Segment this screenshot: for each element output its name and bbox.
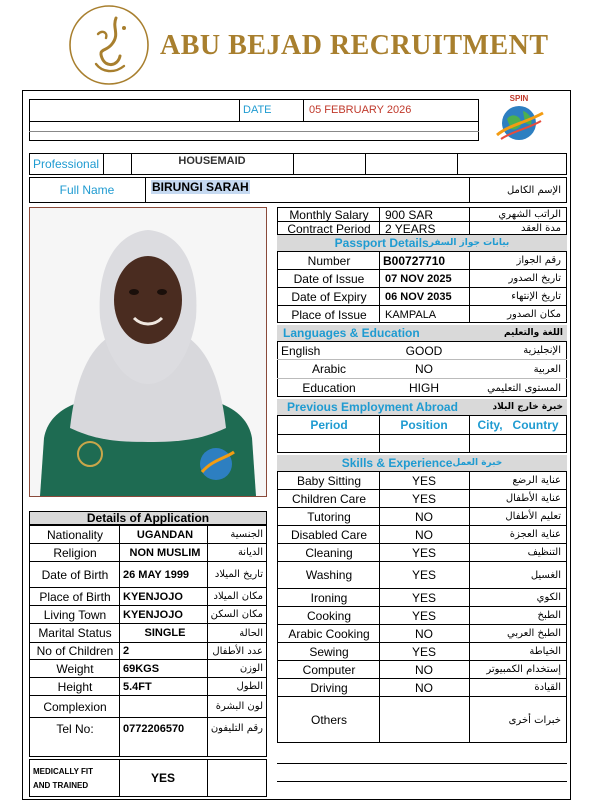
- profession-label: Professional: [33, 157, 100, 171]
- contract-period-label-ar: مدة العقد: [521, 223, 561, 234]
- application-tel-no-label: Tel No:: [56, 721, 94, 736]
- application-complexion-label-ar: لون البشرة: [215, 701, 263, 712]
- skill-others-label: Others: [310, 713, 347, 727]
- application-religion-label: Religion: [53, 545, 97, 560]
- skill-computer-label-ar: إستخدام الكمبيوتر: [486, 664, 561, 675]
- skill-tutoring-value: NO: [415, 509, 433, 524]
- application-marital-status-label: Marital Status: [38, 626, 112, 640]
- skill-tutoring-label-ar: تعليم الأطفال: [505, 511, 561, 522]
- application-complexion-label: Complexion: [43, 699, 107, 714]
- passport-issue-label: Date of Issue: [293, 271, 365, 286]
- skill-disabled-care-label: Disabled Care: [290, 527, 368, 542]
- application-weight-label-ar: الوزن: [239, 663, 263, 674]
- profession-row: [29, 153, 567, 175]
- skill-sewing-value: YES: [411, 644, 436, 659]
- skill-others-value: [379, 697, 469, 743]
- passport-expiry-label-ar: تاريخ الإنتهاء: [511, 291, 561, 302]
- application-living-town-value: KYENJOJO: [123, 608, 183, 621]
- skill-children-care-value: YES: [411, 491, 436, 506]
- skill-cooking-label: Cooking: [306, 608, 352, 623]
- date-value: 05 FEBRUARY 2026: [309, 104, 412, 116]
- skill-children-care-label-ar: عناية الأطفال: [505, 493, 561, 504]
- application-section-title: Details of Application: [86, 511, 210, 525]
- application-tel-no-label-ar: رقم التليفون: [210, 723, 263, 734]
- skill-baby-sitting-label: Baby Sitting: [296, 473, 362, 488]
- skill-sewing-label: Sewing: [309, 644, 349, 659]
- skill-driving-value: NO: [415, 680, 433, 695]
- employment-col-city-country: City, Country: [477, 418, 559, 432]
- passport-place-label-ar: مكان الصدور: [507, 309, 561, 320]
- application-height-label-ar: الطول: [236, 681, 263, 692]
- passport-place-label: Place of Issue: [291, 307, 367, 322]
- skill-arabic-cooking-label-ar: الطبخ العربي: [507, 628, 561, 639]
- passport-section-header: Passport Details بيانات جواز السفر: [277, 235, 567, 251]
- skill-disabled-care-label-ar: عناية العجزة: [509, 529, 561, 540]
- application-complexion-value: [123, 696, 207, 717]
- skill-arabic-cooking-label: Arabic Cooking: [288, 626, 370, 641]
- application-nationality-label-ar: الجنسية: [230, 529, 263, 540]
- application-place-of-birth-label-ar: مكان الميلاد: [213, 591, 263, 602]
- skill-baby-sitting-value: YES: [411, 473, 436, 488]
- skill-cooking-value: YES: [411, 608, 436, 623]
- application-religion-label-ar: الديانة: [237, 547, 263, 558]
- skill-ironing-value: YES: [411, 590, 436, 605]
- skill-cleaning-label: Cleaning: [305, 545, 353, 560]
- medical-label-line2: AND TRAINED: [33, 780, 89, 790]
- skill-sewing-label-ar: الخياطة: [529, 646, 561, 657]
- applicant-photo: [30, 208, 266, 496]
- skill-driving-label: Driving: [310, 680, 348, 695]
- employment-section-header: Previous Employment Abroad خبرة خارج البلاد: [277, 399, 567, 415]
- date-label: DATE: [243, 104, 272, 116]
- application-marital-status-value: SINGLE: [144, 627, 186, 639]
- application-nationality-value: UGANDAN: [136, 528, 194, 541]
- medical-label-line1: MEDICALLY FIT: [33, 766, 94, 776]
- education-label: Education: [302, 381, 356, 395]
- application-date-of-birth-label: Date of Birth: [41, 567, 109, 582]
- language-english-label-ar: الإنجليزية: [523, 345, 561, 356]
- application-living-town-label: Living Town: [43, 607, 107, 622]
- languages-section-header: Languages & Education اللغة والتعليم: [277, 325, 567, 341]
- employment-col-period: Period: [310, 418, 348, 432]
- skill-disabled-care-value: NO: [415, 527, 433, 542]
- application-height-value: 5.4FT: [123, 680, 152, 693]
- skills-section-header: Skills & Experience خبرة العمل: [277, 455, 567, 471]
- contract-period-value: 2 YEARS: [385, 222, 436, 235]
- language-arabic-label: Arabic: [311, 362, 346, 376]
- passport-place-value: KAMPALA: [385, 308, 437, 321]
- application-weight-label: Weight: [56, 661, 94, 676]
- application-no-of-children-label: No of Children: [36, 644, 114, 658]
- skill-cleaning-label-ar: التنظيف: [527, 547, 561, 558]
- skill-baby-sitting-label-ar: عناية الرضع: [512, 475, 561, 486]
- skill-others-label-ar: خبرات أخرى: [508, 714, 561, 726]
- skill-arabic-cooking-value: NO: [415, 626, 433, 641]
- employment-col-position: Position: [400, 418, 448, 432]
- application-no-of-children-value: 2: [123, 645, 130, 657]
- passport-issue-label-ar: تاريخ الصدور: [508, 273, 561, 284]
- application-nationality-label: Nationality: [46, 527, 104, 542]
- language-arabic-value: NO: [415, 362, 433, 376]
- contract-period-label: Contract Period: [287, 222, 371, 235]
- cv-form: [22, 90, 571, 800]
- skill-cleaning-value: YES: [411, 545, 436, 560]
- passport-number-label: Number: [307, 253, 351, 268]
- company-name: ABU BEJAD RECRUITMENT: [160, 30, 549, 61]
- full-name-value: BIRUNGI SARAH: [152, 180, 249, 194]
- skill-ironing-label-ar: الكوي: [536, 592, 561, 603]
- profession-value: HOUSEMAID: [178, 155, 246, 167]
- application-religion-value: NON MUSLIM: [129, 546, 201, 559]
- application-date-of-birth-label-ar: تاريخ الميلاد: [214, 569, 263, 580]
- education-label-ar: المستوى التعليمي: [487, 382, 561, 394]
- language-english-label: English: [281, 343, 321, 358]
- passport-expiry-label: Date of Expiry: [291, 289, 367, 304]
- education-value: HIGH: [409, 381, 439, 395]
- application-no-of-children-label-ar: عدد الأطفال: [212, 645, 263, 657]
- passport-number-label-ar: رقم الجواز: [516, 255, 561, 266]
- skill-washing-value: YES: [411, 568, 436, 582]
- skill-cooking-label-ar: الطبخ: [537, 610, 561, 621]
- company-logo-icon: [68, 4, 150, 86]
- passport-issue-value: 07 NOV 2025: [385, 272, 452, 285]
- page-header: [0, 0, 593, 90]
- skill-driving-label-ar: القيادة: [534, 682, 561, 693]
- salary-label: Monthly Salary: [289, 208, 369, 221]
- spw-logo-text: SPIN: [509, 93, 529, 103]
- application-height-label: Height: [57, 679, 93, 694]
- application-place-of-birth-label: Place of Birth: [39, 589, 111, 604]
- skill-ironing-label: Ironing: [310, 590, 348, 605]
- passport-expiry-value: 06 NOV 2035: [385, 290, 452, 303]
- skill-children-care-label: Children Care: [291, 491, 367, 506]
- application-living-town-label-ar: مكان السكن: [210, 609, 263, 620]
- skill-computer-label: Computer: [302, 662, 356, 677]
- application-marital-status-label-ar: الحالة: [239, 627, 263, 639]
- language-english-value: GOOD: [405, 343, 443, 358]
- salary-value: 900 SAR: [385, 208, 434, 221]
- application-weight-value: 69KGS: [123, 662, 160, 675]
- medical-value: YES: [150, 771, 175, 785]
- skill-tutoring-label: Tutoring: [307, 509, 351, 524]
- skill-washing-label: Washing: [305, 568, 353, 582]
- full-name-label: Full Name: [59, 183, 115, 197]
- application-date-of-birth-value: 26 MAY 1999: [123, 568, 190, 581]
- full-name-label-ar: الإسم الكامل: [506, 184, 561, 196]
- application-tel-no-value: 0772206570: [123, 722, 185, 735]
- language-arabic-label-ar: العربية: [533, 363, 561, 375]
- salary-label-ar: الراتب الشهري: [498, 209, 561, 220]
- passport-number-value: B00727710: [383, 253, 446, 268]
- skill-washing-label-ar: الغسيل: [530, 569, 561, 581]
- application-place-of-birth-value: KYENJOJO: [123, 590, 183, 603]
- skill-computer-value: NO: [415, 662, 433, 677]
